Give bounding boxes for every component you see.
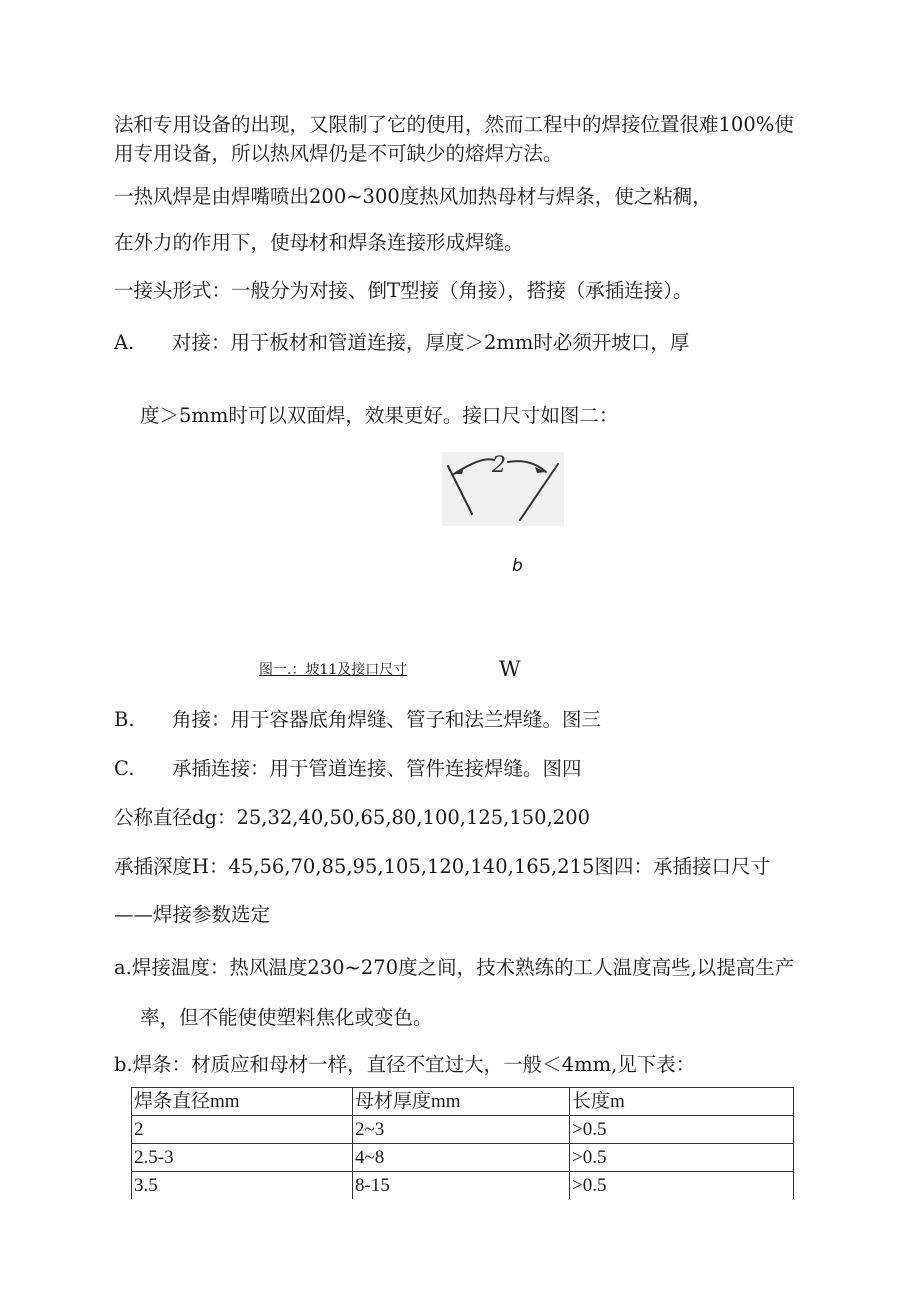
paragraph-line: 法和专用设备的出现，又限制了它的使用，然而工程中的焊接位置很难100%使 [114, 113, 794, 136]
angle-label: 2 [492, 453, 506, 478]
electrode-table [131, 1087, 794, 1199]
item-c-label: C. [114, 757, 135, 780]
item-c-line [114, 759, 582, 779]
item-b-label: B. [114, 708, 135, 731]
figure-label-w: W [499, 657, 521, 681]
table-cell: 2~3 [353, 1116, 570, 1144]
table-cell: 2 [132, 1116, 353, 1144]
table-row [132, 1172, 794, 1200]
item-b-text: 角接：用于容器底角焊缝、管子和法兰焊缝。图三 [172, 708, 602, 731]
item-b-line [114, 710, 601, 730]
socket-depth-line: 承插深度H：45,56,70,85,95,105,120,140,165,215图四：承插接口尺寸 [114, 855, 770, 878]
table-cell: >0.5 [570, 1172, 794, 1200]
section-heading: ——焊接参数选定 [114, 903, 271, 926]
table-cell: 3.5 [132, 1172, 353, 1200]
item-a-continuation: 度＞5mm时可以双面焊，效果更好。接口尺寸如图二： [140, 404, 619, 427]
bevel-figure [442, 452, 564, 526]
item-c-text: 承插连接：用于管道连接、管件连接焊缝。图四 [172, 757, 582, 780]
table-cell: 4~8 [353, 1144, 570, 1172]
param-a-continuation: 率，但不能使使塑料焦化或变色。 [140, 1006, 433, 1029]
item-a-text: 对接：用于板材和管道连接，厚度＞2mm时必须开坡口，厚 [172, 331, 690, 354]
paragraph-line: 用专用设备，所以热风焊仍是不可缺少的熔焊方法。 [114, 142, 563, 165]
nominal-diameter-line: 公称直径dg：25,32,40,50,65,80,100,125,150,200 [114, 806, 591, 829]
table-header-cell: 焊条直径mm [132, 1088, 353, 1116]
item-a-line [114, 333, 689, 353]
paragraph-line: 一热风焊是由焊嘴喷出200~300度热风加热母材与焊条，使之粘稠， [114, 185, 712, 208]
param-a-line: a.焊接温度：热风温度230~270度之间，技术熟练的工人温度高些,以提高生产 [114, 956, 795, 979]
table-row [132, 1116, 794, 1144]
table-cell: 2.5-3 [132, 1144, 353, 1172]
paragraph-line: 在外力的作用下，使母材和焊条连接形成焊缝。 [114, 231, 524, 254]
item-a-label: A. [114, 331, 135, 354]
table-row [132, 1144, 794, 1172]
table-header-cell: 母材厚度mm [353, 1088, 570, 1116]
table-cell: >0.5 [570, 1116, 794, 1144]
table-cell: >0.5 [570, 1144, 794, 1172]
figure-caption: 图一.：坡11及接口尺寸 [259, 662, 408, 678]
param-b-line: b.焊条：材质应和母材一样，直径不宜过大，一般＜4mm,见下表： [114, 1053, 696, 1076]
table-header-cell: 长度m [570, 1088, 794, 1116]
joint-types-paragraph: 一接头形式：一般分为对接、倒T型接（角接），搭接（承插连接）。 [114, 279, 693, 302]
figure-label-b: b [512, 556, 523, 576]
table-header-row [132, 1088, 794, 1116]
table-cell: 8-15 [353, 1172, 570, 1200]
